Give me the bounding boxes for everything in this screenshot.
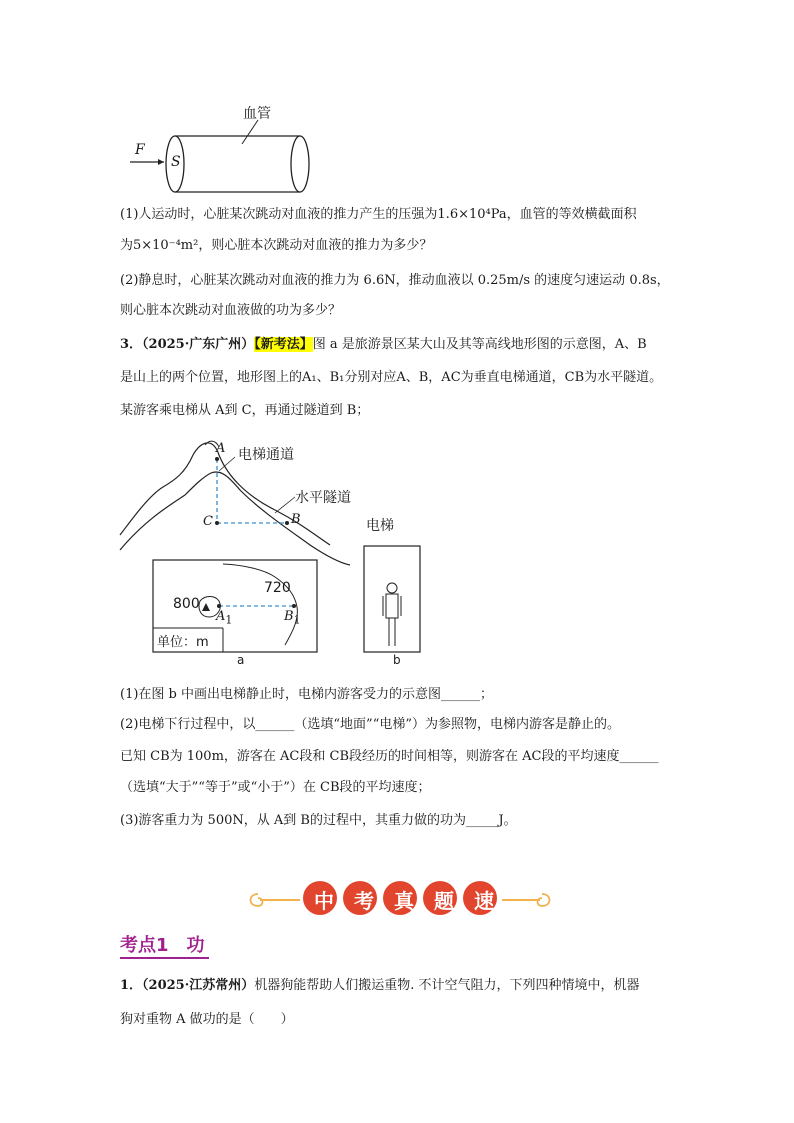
section-title: 考点1 功 bbox=[120, 935, 209, 959]
point-b-label: B bbox=[291, 512, 301, 527]
caption-a: a bbox=[237, 653, 245, 667]
p3-tag: 【新考法】 bbox=[254, 337, 313, 352]
elevator-figure bbox=[360, 540, 430, 655]
unit-label: 单位：m bbox=[157, 635, 209, 650]
p3-line2: 是山上的两个位置，地形图上的A₁、B₁分别对应A、B，AC为垂直电梯通道，CB为水平隧道。 bbox=[120, 370, 663, 385]
area-label: S bbox=[171, 154, 181, 170]
contour-800-label: 800 bbox=[173, 596, 200, 612]
p3-q3: (3)游客重力为 500N，从 A到 B的过程中，其重力做的功为_____J。 bbox=[120, 813, 517, 828]
p2-q1-line2: 为5×10⁻⁴m²，则心脏本次跳动对血液的推力为多少？ bbox=[120, 238, 433, 253]
section-banner bbox=[0, 868, 794, 928]
p3-q2-line2: 已知 CB为 100m，游客在 AC段和 CB段经历的时间相等，则游客在 AC段的平均速度______ bbox=[120, 749, 659, 764]
contour-720-label: 720 bbox=[264, 580, 291, 596]
tunnel-label: 水平隧道 bbox=[295, 490, 351, 506]
p3-q1: (1)在图 b 中画出电梯静止时，电梯内游客受力的示意图______； bbox=[120, 687, 494, 702]
elevator-channel-label: 电梯通道 bbox=[238, 447, 294, 463]
force-label: F bbox=[135, 142, 145, 158]
p2-q2-line2: 则心脏本次跳动对血液做的功为多少？ bbox=[120, 303, 342, 318]
blood-vessel-figure bbox=[120, 100, 320, 200]
q1-number: 1． bbox=[120, 978, 143, 993]
banner-char-2: 考 bbox=[354, 889, 374, 913]
p2-q2-line1: (2)静息时，心脏某次跳动对血液的推力为 6.6N，推动血液以 0.25m/s 的速度匀速运动 0.8s， bbox=[120, 273, 670, 288]
banner-char-5: 速 bbox=[474, 889, 494, 913]
p3-source: （2025·广东广州） bbox=[142, 337, 255, 352]
p3-line1-text: 图 a 是旅游景区某大山及其等高线地形图的示意图，A、B bbox=[312, 337, 647, 352]
q1-source: （2025·江苏常州） bbox=[142, 978, 255, 993]
p3-line3: 某游客乘电梯从 A到 C，再通过隧道到 B； bbox=[120, 403, 370, 418]
p3-q2-line3: （选填“大于”“等于”或“小于”）在 CB段的平均速度； bbox=[120, 780, 431, 795]
caption-b: b bbox=[393, 653, 401, 667]
p2-q1-line1: (1)人运动时，心脏某次跳动对血液的推力产生的压强为1.6×10⁴Pa，血管的等效横截面积 bbox=[120, 207, 637, 222]
point-b1-label: $B_1$ bbox=[284, 609, 301, 627]
p3-q2-line1: (2)电梯下行过程中，以______（选填“地面”“电梯”）为参照物，电梯内游客是静止的。 bbox=[120, 717, 620, 732]
p3-number: 3． bbox=[120, 337, 143, 352]
q1-line2: 狗对重物 A 做功的是（ ） bbox=[120, 1012, 294, 1027]
banner-char-1: 中 bbox=[314, 889, 334, 913]
point-a1-label: $A_1$ bbox=[216, 609, 233, 627]
vessel-label: 血管 bbox=[243, 106, 271, 122]
point-c-label: C bbox=[203, 514, 213, 529]
banner-char-4: 题 bbox=[434, 889, 454, 913]
p3-line1 bbox=[120, 336, 647, 354]
elevator-label: 电梯 bbox=[366, 518, 394, 534]
q1-line1-text: 机器狗能帮助人们搬运重物. 不计空气阻力，下列四种情境中，机器 bbox=[254, 978, 640, 993]
banner-char-3: 真 bbox=[394, 889, 414, 913]
q1-line1 bbox=[120, 977, 640, 995]
point-a-label: A bbox=[216, 441, 226, 456]
